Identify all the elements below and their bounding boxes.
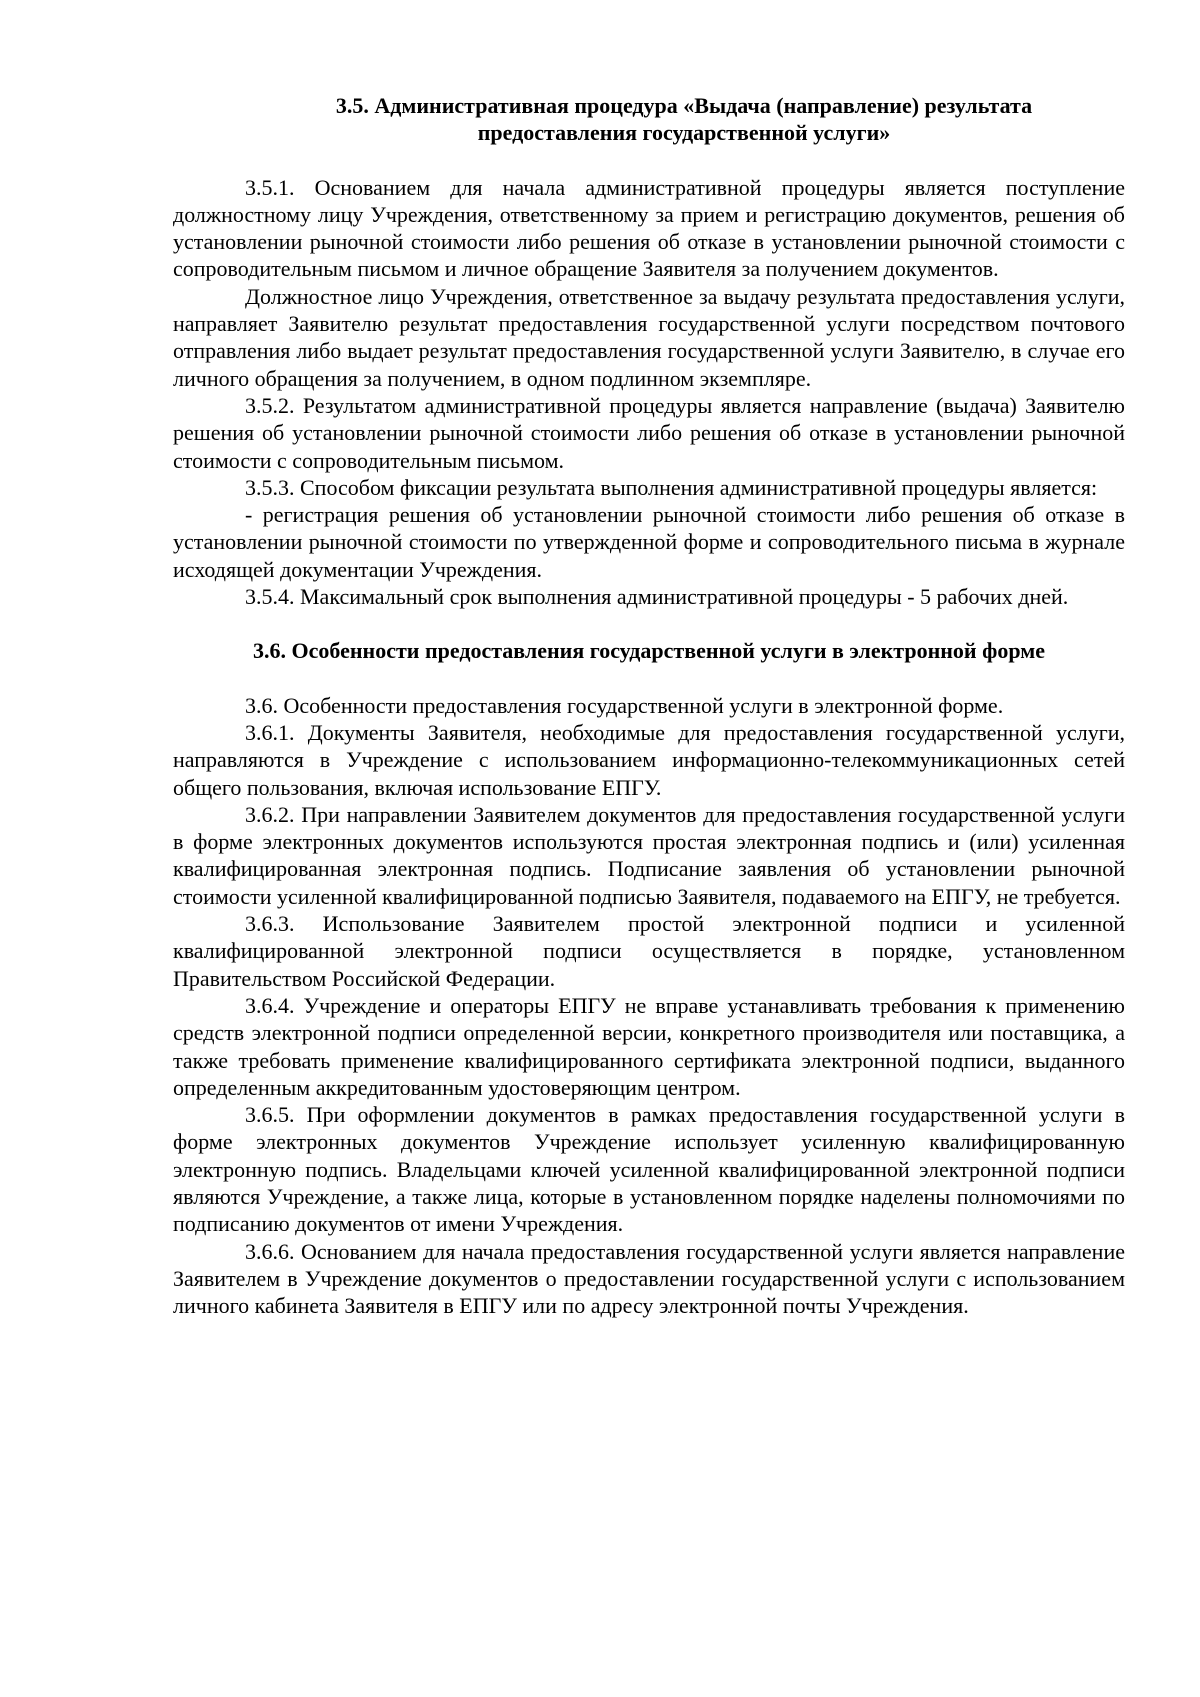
document-page xyxy=(173,92,1125,1319)
paragraph-3-5-1: 3.5.1. Основанием для начала административной процедуры является поступление должностному лицу Учреждения, ответственному за прием и регистрацию документов, решения об установлении рыночной стоимости либо решения об отказе в установлении рыночной стоимости с сопроводительным письмом и личное обращение Заявителя за получением документов. xyxy=(173,174,1125,282)
section-3-6-body xyxy=(173,692,1125,1320)
paragraph-3-6-4: 3.6.4. Учреждение и операторы ЕПГУ не вправе устанавливать требования к применению средств электронной подписи определенной версии, конкретного производителя или поставщика, а также требовать применение квалифицированного сертификата электронной подписи, выданного определенным аккредитованным удостоверяющим центром. xyxy=(173,992,1125,1100)
section-3-5-heading: 3.5. Административная процедура «Выдача (направление) результата предоставления государственной услуги» xyxy=(335,93,1033,146)
paragraph-3-5-4: 3.5.4. Максимальный срок выполнения административной процедуры - 5 рабочих дней. xyxy=(245,584,1069,610)
paragraph-3-6-1: 3.6.1. Документы Заявителя, необходимые для предоставления государственной услуги, направляются в Учреждение с использованием информационно-телекоммуникационных сетей общего пользования, включая использование ЕПГУ. xyxy=(173,719,1125,800)
paragraph-3-6: 3.6. Особенности предоставления государственной услуги в электронной форме. xyxy=(245,692,1004,718)
paragraph-registration-item: - регистрация решения об установлении рыночной стоимости либо решения об отказе в установлении рыночной стоимости по утвержденной форме и сопроводительного письма в журнале исходящей документации Учреждения. xyxy=(173,502,1125,582)
section-3-6-heading: 3.6. Особенности предоставления государственной услуги в электронной форме xyxy=(253,638,1045,664)
paragraph-3-6-6: 3.6.6. Основанием для начала предоставления государственной услуги является направление Заявителем в Учреждение документов о предоставлении государственной услуги с использованием личного кабинета Заявителя в ЕПГУ или по адресу электронной почты Учреждения. xyxy=(173,1238,1125,1319)
section-3-5-body xyxy=(173,174,1125,611)
paragraph-3-6-2: 3.6.2. При направлении Заявителем документов для предоставления государственной услуги в форме электронных документов используются простая электронная подпись и (или) усиленная квалифицированная электронная подпись. Подписание заявления об установлении рыночной стоимости усиленной квалифицированной подписью Заявителя, подаваемого на ЕПГУ, не требуется. xyxy=(173,801,1125,909)
paragraph-3-6-5: 3.6.5. При оформлении документов в рамках предоставления государственной услуги в форме электронных документов Учреждение использует усиленную квалифицированную электронную подпись. Владельцами ключей усиленной квалифицированной электронной подписи являются Учреждение, а также лица, которые в установленном порядке наделены полномочиями по подписанию документов от имени Учреждения. xyxy=(173,1102,1125,1237)
paragraph-3-5-2: 3.5.2. Результатом административной процедуры является направление (выдача) Заявителю решения об установлении рыночной стоимости либо решения об отказе в установлении рыночной стоимости с сопроводительным письмом. xyxy=(173,392,1125,473)
paragraph-3-5-3: 3.5.3. Способом фиксации результата выполнения административной процедуры является: xyxy=(245,474,1098,500)
paragraph-official-delivery: Должностное лицо Учреждения, ответственное за выдачу результата предоставления услуги, направляет Заявителю результат предоставления государственной услуги посредством почтового отправления либо выдает результат предоставления государственной услуги Заявителю, в случае его личного обращения за получением, в одном подлинном экземпляре. xyxy=(173,283,1125,391)
paragraph-3-6-3: 3.6.3. Использование Заявителем простой электронной подписи и усиленной квалифицированной электронной подписи осуществляется в порядке, установленном Правительством Российской Федерации. xyxy=(173,911,1125,991)
